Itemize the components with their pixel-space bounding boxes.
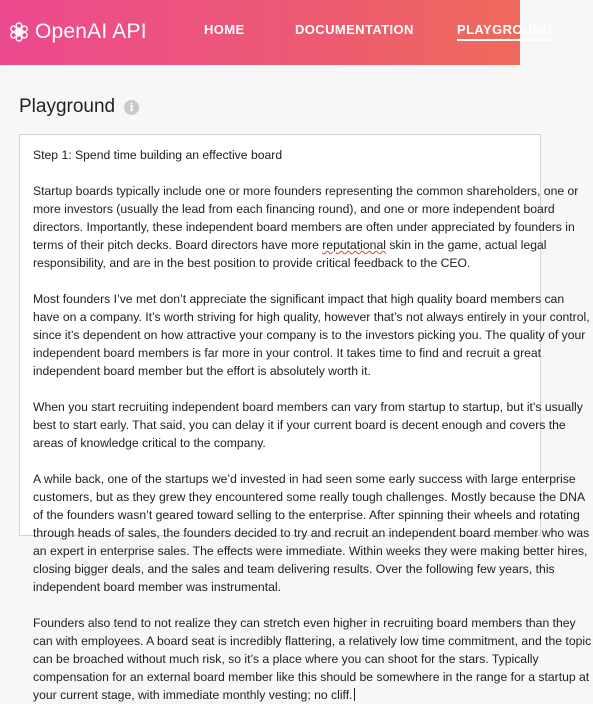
info-icon[interactable]: i <box>124 100 139 115</box>
step-title: Step 1: Spend time building an effective board <box>33 148 283 162</box>
page-title: Playground <box>19 96 116 117</box>
paragraph-1: Startup boards typically include one or more founders representing the common shareholders, one or more investors (usually the lead from each financing round), and one or more independent board directors. Importantly, these independent board members are often under appreciated by founders in terms of their pitch decks. Board directors have more reputational skin in the game, actual legal responsibility, and are in the best position to provide critical feedback to the CEO. <box>33 184 582 270</box>
paragraph-2: Most founders I’ve met don’t appreciate the significant impact that high quality board members can have on a company. It’s worth striving for high quality, however that’s not always entirely in your control, since it’s dependent on how attractive your company is to the investors picking you. The quality of your independent board members is far more in your control. It takes time to find and recruit a great independent board member but the effort is absolutely worth it. <box>33 292 593 378</box>
prompt-editor[interactable] <box>19 134 593 702</box>
openai-logo-icon <box>8 21 30 43</box>
prompt-text[interactable] <box>33 146 593 704</box>
paragraph-4: A while back, one of the startups we’d invested in had seen some early success with large enterprise customers, but as they grew they encountered some really tough challenges. Mostly because the DNA of the founders wasn’t geared toward selling to the enterprise. After spinning their wheels and rotating through heads of sales, the founders decided to try and recruit an independent board member who was an expert in enterprise sales. The effects were immediate. Within weeks they were making better hires, closing bigger deals, and the sales and team delivering results. Over the following few years, this independent board member was instrumental. <box>33 472 593 594</box>
paragraph-3: When you start recruiting independent board members can vary from startup to startup, but it’s usually best to start early. That said, you can delay it if your current board is decent enough and covers the areas of knowledge critical to the company. <box>33 400 587 450</box>
text-cursor <box>354 688 355 701</box>
nav-documentation[interactable]: DOCUMENTATION <box>295 22 414 37</box>
brand-logo-link[interactable] <box>8 18 147 46</box>
nav-playground[interactable]: PLAYGROUND <box>457 22 552 41</box>
paragraph-5: Founders also tend to not realize they can stretch even higher in recruiting board members than they can with employees. A board seat is incredibly flattering, a relatively low time commitment, and the topic can be broached without much risk, so it’s a place where you can shoot for the stars. Typically compensation for an external board member like this should be somewhere in the range for a startup at your current stage, with immediate monthly vesting; no cliff. <box>33 616 592 702</box>
brand-name: OpenAI API <box>35 20 147 43</box>
page-title-row <box>19 96 139 118</box>
misspelled-word: reputational <box>322 238 386 252</box>
top-nav-bar <box>0 0 553 65</box>
nav-home[interactable]: HOME <box>204 22 245 37</box>
